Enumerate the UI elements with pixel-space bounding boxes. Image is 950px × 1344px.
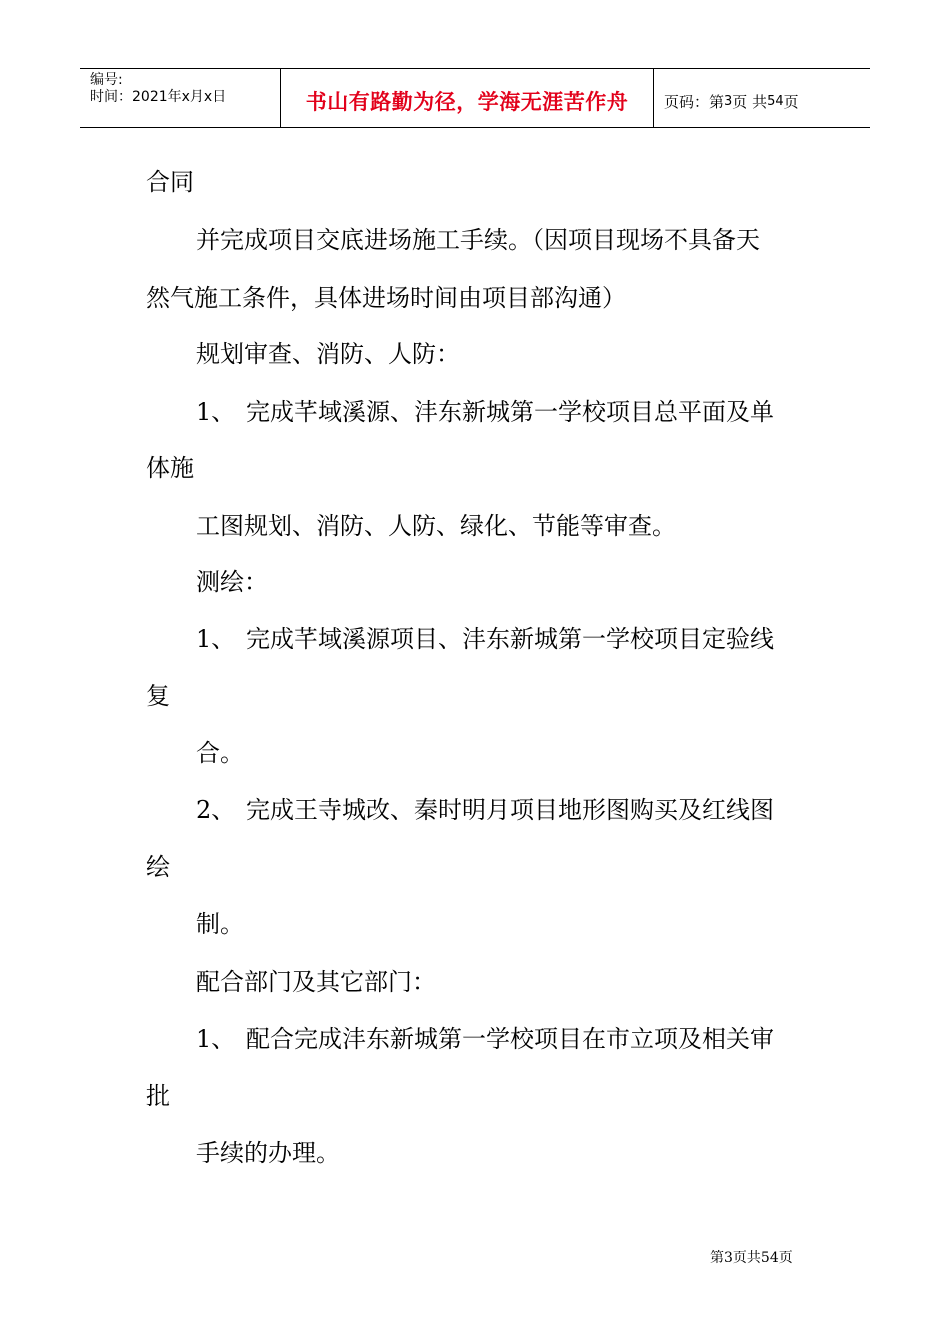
list-marker: 1、 <box>196 625 236 653</box>
body-line: 复 <box>146 682 170 710</box>
section-heading: 测绘： <box>196 568 268 596</box>
page-suffix: 页 <box>783 92 799 111</box>
list-marker: 1、 <box>196 398 236 426</box>
body-line: 手续的办理。 <box>196 1139 340 1167</box>
list-item <box>196 1024 774 1054</box>
list-item-text: 配合完成沣东新城第一学校项目在市立项及相关审 <box>246 1025 774 1053</box>
list-item <box>196 397 774 427</box>
header-page-number <box>654 69 870 127</box>
document-number: 编号: <box>90 72 123 88</box>
list-item-text: 完成芊域溪源项目、沣东新城第一学校项目定验线 <box>246 625 774 653</box>
page-total: 54 <box>767 93 784 109</box>
body-line: 绘 <box>146 853 170 881</box>
body-line: 制。 <box>196 910 244 938</box>
body-line: 然气施工条件，具体进场时间由项目部沟通） <box>146 284 626 312</box>
list-marker: 2、 <box>196 796 236 824</box>
body-line: 并完成项目交底进场施工手续。（因项目现场不具备天 <box>196 226 760 254</box>
section-heading: 规划审查、消防、人防： <box>196 340 460 368</box>
body-line: 体施 <box>146 454 194 482</box>
section-heading: 配合部门及其它部门： <box>196 968 436 996</box>
list-item <box>196 624 774 654</box>
page-prefix: 页码：第 <box>664 92 725 111</box>
body-line: 合。 <box>196 739 244 767</box>
body-line: 工图规划、消防、人防、绿化、节能等审查。 <box>196 512 676 540</box>
body-line: 批 <box>146 1082 170 1110</box>
list-item-text: 完成芊域溪源、沣东新城第一学校项目总平面及单 <box>246 398 774 426</box>
list-item <box>196 795 774 825</box>
header-meta <box>80 69 281 127</box>
page-current: 3 <box>724 93 733 109</box>
list-marker: 1、 <box>196 1025 236 1053</box>
page-footer: 第3页共54页 <box>710 1250 793 1266</box>
header-motto: 书山有路勤为径，学海无涯苦作舟 <box>281 69 654 127</box>
body-line: 合同 <box>146 168 194 196</box>
document-time: 时间：2021年x月x日 <box>90 89 227 105</box>
page-header <box>80 68 870 128</box>
list-item-text: 完成王寺城改、秦时明月项目地形图购买及红线图 <box>246 796 774 824</box>
page-mid: 页 共 <box>732 92 768 111</box>
